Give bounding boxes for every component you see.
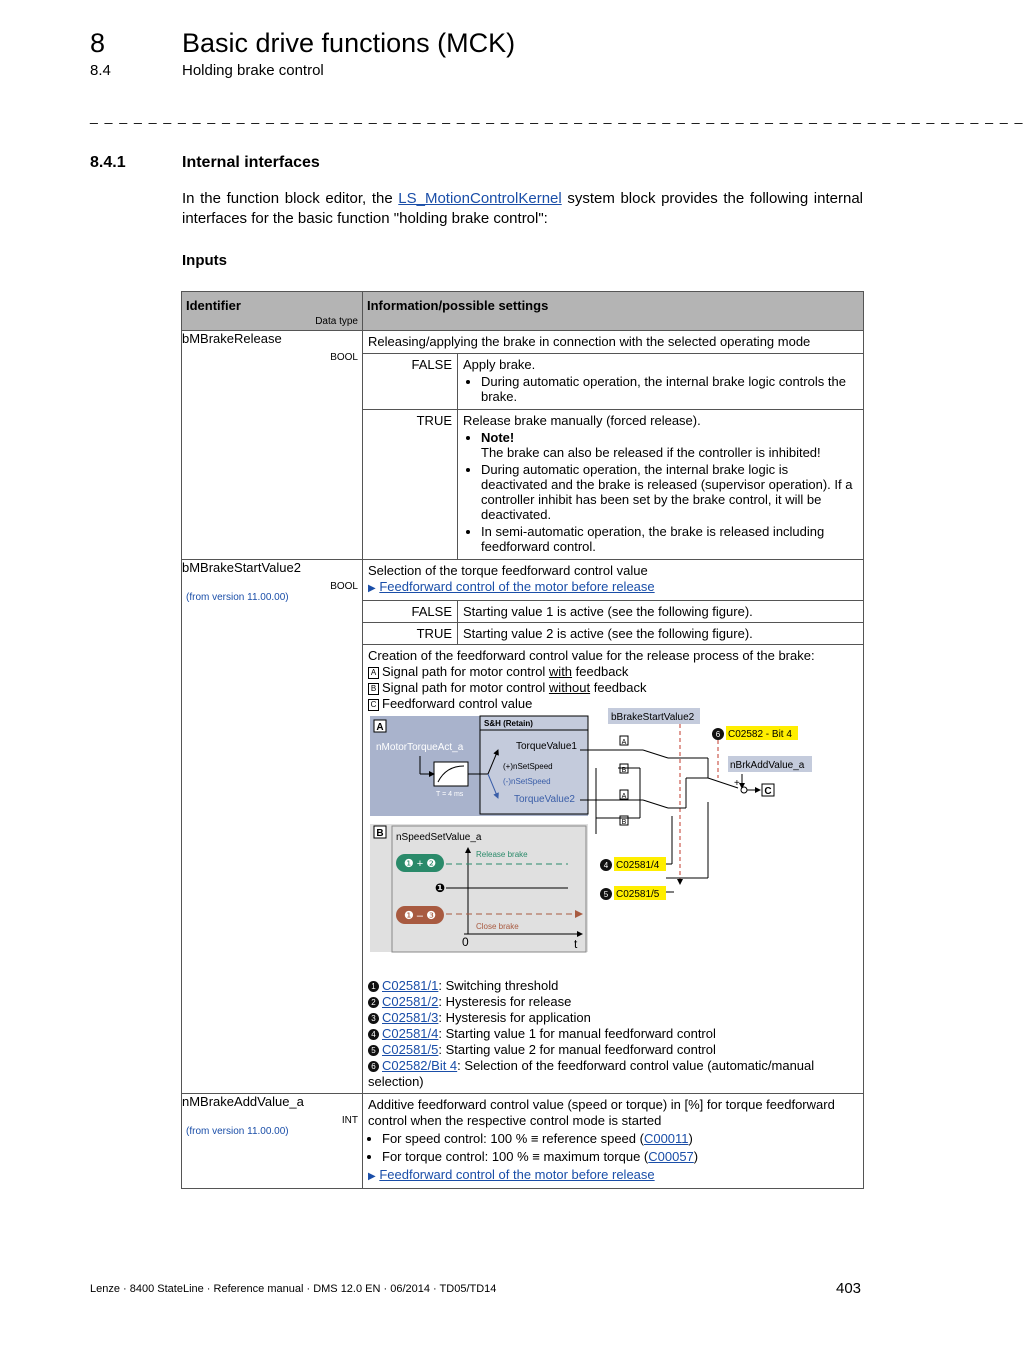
true-bullet: • In semi-automatic operation, the brake is released including feedforward control. [481, 524, 858, 554]
note-number: 4 [368, 1029, 379, 1040]
sum-plus: + [734, 778, 740, 789]
link-arrow-icon: ▶ [368, 1171, 376, 1182]
note-item [368, 978, 858, 994]
note-text: : Hysteresis for release [438, 994, 572, 1009]
bullet-text: ) [688, 1131, 693, 1146]
nmotor-label: nMotorTorqueAct_a [376, 742, 464, 753]
notes-list [368, 978, 858, 1090]
sh-title: S&H (Retain) [484, 719, 533, 728]
data-type: BOOL [330, 352, 358, 363]
bullet-text: For torque control: 100 % ≡ maximum torque ( [382, 1149, 649, 1164]
legend-b [368, 680, 858, 696]
small-letter-b2: B [621, 819, 627, 826]
value-table [363, 354, 863, 559]
header-identifier: Identifier [186, 298, 241, 313]
inputs-table [181, 291, 864, 1189]
note-code-link[interactable]: C02581/2 [382, 994, 439, 1009]
legend-text: feedback [590, 680, 647, 695]
legend-letter: B [368, 683, 379, 695]
identifier-name: bMBrakeStartValue2 [182, 560, 301, 575]
value-desc: Starting value 2 is active (see the following figure). [458, 623, 864, 645]
note-number: 1 [368, 981, 379, 992]
torque-bullet [382, 1149, 858, 1165]
note-code-link[interactable]: C02581/5 [382, 1042, 439, 1057]
identifier-name: bMBrakeRelease [182, 331, 282, 346]
note-code-link[interactable]: C02581/1 [382, 978, 439, 993]
subsection-title: Internal interfaces [182, 154, 320, 171]
note-number: 5 [368, 1045, 379, 1056]
torquevalue1-label: TorqueValue1 [516, 741, 577, 752]
info-cell [363, 331, 864, 560]
note-text: : Starting value 1 for manual feedforward control [438, 1026, 716, 1041]
chapter-title: Basic drive functions (MCK) [182, 28, 516, 58]
nbrk-label: nBrkAddValue_a [730, 760, 805, 771]
ls-motioncontrolkernel-link[interactable]: LS_MotionControlKernel [398, 190, 562, 207]
minus-nsetspeed-label: (-)nSetSpeed [503, 777, 551, 786]
info-cell [363, 560, 864, 1094]
identifier-cell [182, 1094, 363, 1189]
creation-block [363, 644, 863, 1093]
speed-bullet [382, 1131, 858, 1147]
note-code-link[interactable]: C02581/4 [382, 1026, 439, 1041]
note-item [368, 1026, 858, 1042]
info-cell [363, 1094, 864, 1189]
time-axis-t: t [574, 937, 578, 951]
nspeed-label: nSpeedSetValue_a [396, 832, 482, 843]
table-row [182, 331, 864, 560]
version-note: (from version 11.00.00) [186, 592, 289, 603]
page-number: 403 [836, 1280, 862, 1297]
note-number: 3 [368, 1013, 379, 1024]
note-item [368, 1010, 858, 1026]
info-text: Selection of the torque feedforward control value [368, 563, 648, 578]
value-desc [458, 410, 864, 560]
pill-1-minus-3-text: ❶ – ❸ [404, 910, 436, 922]
c02582-label: C02582 - Bit 4 [728, 729, 792, 740]
creation-text: Creation of the feedforward control value for the release process of the brake: [368, 648, 815, 663]
tau-label: T = 4 ms [436, 791, 464, 798]
header-separator: _ _ _ _ _ _ _ _ _ _ _ _ _ _ _ _ _ _ _ _ _ _ _ _ _ _ _ _ _ _ _ _ _ _ _ _ _ _ _ _ _ _ _ _ _ _ _ _ _ _ _ _ _ _ _ _ _ _ _ _ _ _ _ _ [90, 108, 1024, 124]
value-desc [458, 354, 864, 410]
block-b-letter: B [376, 828, 384, 839]
identifier-cell [182, 331, 363, 560]
value-label: FALSE [363, 354, 458, 410]
note-item [368, 994, 858, 1010]
data-type: BOOL [330, 581, 358, 592]
table-row [182, 1094, 864, 1189]
release-label: Release brake [476, 850, 528, 859]
note-text: : Selection of the feedforward control value (automatic/manual selection) [368, 1058, 815, 1089]
note-code-link[interactable]: C02582/Bit 4 [382, 1058, 458, 1073]
value-label: FALSE [363, 601, 458, 623]
c-letter: C [764, 786, 772, 797]
torquevalue2-label: TorqueValue2 [514, 794, 575, 805]
false-bullet: • During automatic operation, the internal brake logic controls the brake. [481, 374, 858, 404]
subsection-number: 8.4.1 [90, 154, 126, 171]
false-text: Apply brake. [463, 357, 536, 372]
data-type: INT [341, 1115, 358, 1126]
section-title: Holding brake control [182, 62, 324, 79]
legend-text: Signal path for motor control [382, 664, 549, 679]
legend-a [368, 664, 858, 680]
legend-text: Feedforward control value [382, 696, 533, 711]
header-datatype: Data type [315, 316, 358, 327]
note-text: : Hysteresis for application [438, 1010, 591, 1025]
bstart-label: bBrakeStartValue2 [611, 712, 695, 723]
section-number: 8.4 [90, 62, 111, 79]
c00011-link[interactable]: C00011 [643, 1131, 689, 1146]
note-text: : Starting value 2 for manual feedforward control [438, 1042, 716, 1057]
info-block [363, 560, 863, 601]
legend-text: feedback [572, 664, 629, 679]
legend-text: Signal path for motor control [382, 680, 549, 695]
intro-before: In the function block editor, the [182, 190, 399, 207]
value-label: TRUE [363, 410, 458, 560]
table-row [182, 560, 864, 1094]
intro-paragraph [182, 189, 863, 229]
feedforward-link[interactable]: Feedforward control of the motor before release [379, 579, 655, 594]
value-table [363, 601, 863, 644]
note-item [368, 1058, 858, 1090]
small-letter-a2: A [621, 793, 627, 800]
bullet-text: ) [693, 1149, 699, 1164]
c4-label: C02581/4 [616, 860, 660, 871]
num4: 4 [603, 861, 609, 870]
small-letter-a1: A [621, 739, 627, 746]
num6: 6 [715, 730, 721, 739]
header-info: Information/possible settings [367, 298, 549, 313]
value-label: TRUE [363, 623, 458, 645]
legend-letter: C [368, 699, 379, 711]
chapter-number: 8 [90, 28, 106, 58]
small-letter-b1: B [621, 767, 627, 774]
identifier-name: nMBrakeAddValue_a [182, 1094, 304, 1109]
header-info-cell [363, 292, 864, 331]
info-block [363, 1094, 863, 1188]
feedforward-link[interactable]: Feedforward control of the motor before release [379, 1167, 655, 1182]
intro-after: system block provides the following internal interfaces for the basic function "holding brake control": [182, 190, 863, 227]
note-number: 2 [368, 997, 379, 1008]
close-label: Close brake [476, 922, 519, 931]
info-text: Releasing/applying the brake in connection with the selected operating mode [363, 331, 863, 354]
note-bullet [481, 430, 858, 460]
note-number: 6 [368, 1061, 379, 1072]
inputs-heading: Inputs [182, 252, 227, 269]
true-bullet: • During automatic operation, the internal brake logic is deactivated and the brake is released (supervisor operation). If a controller inhibit has been set by the brake control, it will be deactivated. [481, 462, 858, 522]
footer-text: Lenze · 8400 StateLine · Reference manual · DMS 12.0 EN · 06/2014 · TD05/TD14 [90, 1283, 497, 1295]
true-text: Release brake manually (forced release). [463, 413, 701, 428]
note-item [368, 1042, 858, 1058]
c00057-link[interactable]: C00057 [648, 1149, 694, 1164]
header-identifier-cell [182, 292, 363, 331]
block-a-letter: A [376, 722, 384, 733]
num5: 5 [603, 890, 609, 899]
link-arrow-icon: ▶ [368, 583, 376, 594]
note-text: The brake can also be released if the controller is inhibited! [481, 445, 821, 460]
pill-1-text: ❶ [434, 881, 446, 895]
legend-underline: without [548, 680, 591, 695]
version-note: (from version 11.00.00) [186, 1126, 289, 1137]
bullet-text: For speed control: 100 % ≡ reference speed ( [382, 1131, 644, 1146]
note-label: Note! [481, 430, 515, 445]
legend-letter: A [368, 667, 379, 679]
info-text: Additive feedforward control value (speed or torque) in [%] for torque feedforward control when the respective control mode is started [368, 1097, 835, 1128]
feedforward-diagram [368, 712, 858, 976]
note-text: : Switching threshold [438, 978, 559, 993]
value-desc: Starting value 1 is active (see the following figure). [463, 604, 753, 619]
pill-1-plus-2-text: ❶ + ❷ [403, 858, 437, 870]
plus-nsetspeed-label: (+)nSetSpeed [503, 762, 553, 771]
origin-zero: 0 [462, 935, 469, 949]
note-code-link[interactable]: C02581/3 [382, 1010, 439, 1025]
c5-label: C02581/5 [616, 889, 660, 900]
legend-underline: with [548, 664, 573, 679]
identifier-cell [182, 560, 363, 1094]
